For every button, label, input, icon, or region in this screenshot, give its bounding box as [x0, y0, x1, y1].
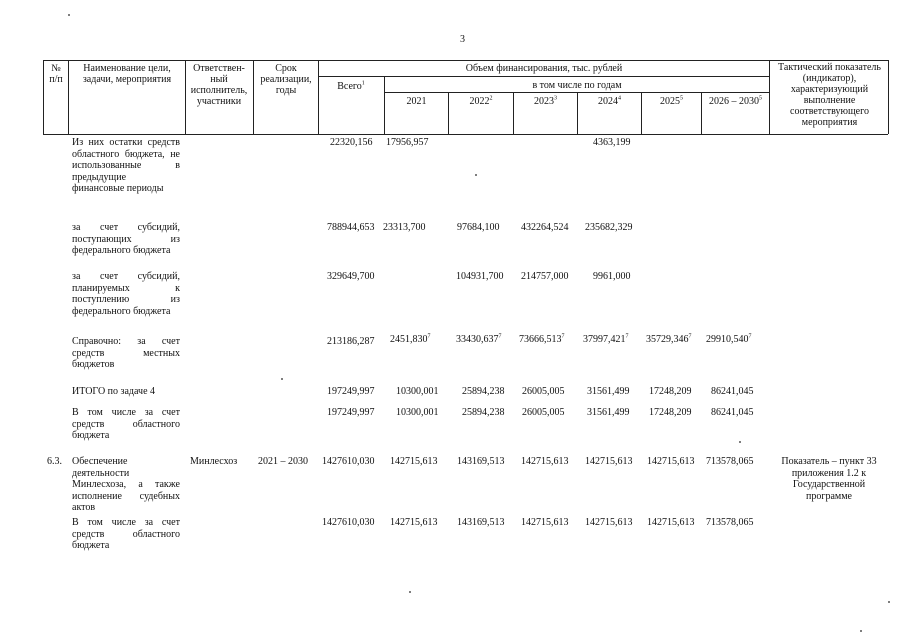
row-responsible: Минлесхоз: [190, 456, 238, 467]
scan-speck: [281, 378, 283, 380]
header-year: 2023$^3$: [534, 95, 557, 107]
header-num: № п/п: [49, 63, 63, 85]
row-2021: 2451,830$^7$: [390, 333, 431, 345]
row-2024: 142715,613: [585, 456, 633, 467]
row-2024: 142715,613: [585, 517, 633, 528]
row-2024: 9961,000: [593, 271, 631, 282]
header-indicator: Тактический показатель (индикатор), характеризующий выполнение соответствующего мероприятия: [778, 62, 881, 128]
scan-speck: [475, 174, 477, 176]
row-total: 197249,997: [327, 386, 375, 397]
row-2021: 23313,700: [383, 222, 426, 233]
header-by-years: в том числе по годам: [532, 80, 622, 91]
header-year: 2026 – 2030$^5$: [709, 95, 762, 107]
row-2026-2030: 86241,045: [711, 386, 754, 397]
row-2025: 142715,613: [647, 517, 695, 528]
row-2024: 4363,199: [593, 137, 631, 148]
scan-speck: [888, 601, 890, 603]
header-border: [253, 60, 254, 134]
row-2025: 17248,209: [649, 386, 692, 397]
row-2024: 37997,421$^7$: [583, 333, 629, 345]
header-top-border: [43, 60, 888, 61]
row-2024: 31561,499: [587, 407, 630, 418]
row-total: 1427610,030: [322, 456, 375, 467]
row-term: 2021 – 2030: [258, 456, 308, 467]
header-year: 2022$^2$: [469, 95, 493, 107]
row-name: за счет субсидий, планируемых к поступлению из федерального бюджета: [72, 271, 180, 317]
row-total: 22320,156: [330, 137, 373, 148]
row-name: Обеспечение деятельности Минлесхоза, а также исполнение судебных актов: [72, 456, 180, 513]
row-total: 213186,287: [327, 336, 375, 347]
row-total: 1427610,030: [322, 517, 375, 528]
header-year: 2025$^5$: [660, 95, 683, 107]
header-year: 2021: [406, 96, 427, 107]
row-2021: 142715,613: [390, 517, 438, 528]
row-2023: 142715,613: [521, 517, 569, 528]
row-name: Из них остатки средств областного бюджета, не использованные в предыдущие финансовые периоды: [72, 137, 180, 194]
header-responsible: Ответствен-ный исполнитель, участники: [190, 63, 248, 107]
header-bottom-border: [43, 134, 888, 135]
page-number: 3: [460, 34, 465, 45]
row-total: 329649,700: [327, 271, 375, 282]
row-2026-2030: 713578,065: [706, 456, 754, 467]
row-total: 197249,997: [327, 407, 375, 418]
scan-speck: [860, 630, 862, 632]
row-total: 788944,653: [327, 222, 375, 233]
header-border: [318, 76, 769, 77]
row-2022: 97684,100: [457, 222, 500, 233]
row-2022: 25894,238: [462, 407, 505, 418]
row-2022: 104931,700: [456, 271, 504, 282]
header-border: [888, 60, 889, 134]
row-name: ИТОГО по задаче 4: [72, 386, 156, 397]
row-name: В том числе за счет средств областного бюджета: [72, 517, 180, 551]
row-2023: 142715,613: [521, 456, 569, 467]
row-2025: 142715,613: [647, 456, 695, 467]
row-2022: 143169,513: [457, 517, 505, 528]
scan-speck: [409, 591, 411, 593]
row-2022: 25894,238: [462, 386, 505, 397]
row-name: В том числе за счет средств областного бюджета: [72, 407, 180, 441]
row-2021: 10300,001: [396, 407, 439, 418]
row-2024: 235682,329: [585, 222, 633, 233]
header-border: [68, 60, 69, 134]
row-2021: 10300,001: [396, 386, 439, 397]
row-2025: 17248,209: [649, 407, 692, 418]
row-number: 6.3.: [47, 456, 62, 467]
header-total: Всего$^1$: [337, 80, 365, 92]
header-year: 2024$^4$: [598, 95, 621, 107]
row-2026-2030: 86241,045: [711, 407, 754, 418]
row-2023: 214757,000: [521, 271, 569, 282]
row-2023: 26005,005: [522, 386, 565, 397]
row-2023: 432264,524: [521, 222, 569, 233]
header-term: Срок реализации, годы: [260, 63, 312, 96]
row-2023: 26005,005: [522, 407, 565, 418]
scan-speck: [68, 14, 70, 16]
header-name: Наименование цели, задачи, мероприятия: [82, 63, 172, 85]
row-2021: 142715,613: [390, 456, 438, 467]
row-2022: 33430,637$^7$: [456, 333, 502, 345]
row-2021: 17956,957: [386, 137, 429, 148]
scan-speck: [739, 441, 741, 443]
header-border: [769, 60, 770, 134]
row-indicator: Показатель – пункт 33 приложения 1.2 к Государственной программе: [781, 456, 877, 502]
row-2026-2030: 713578,065: [706, 517, 754, 528]
header-border: [185, 60, 186, 134]
row-2022: 143169,513: [457, 456, 505, 467]
header-funding: Объем финансирования, тыс. рублей: [465, 63, 623, 74]
row-2024: 31561,499: [587, 386, 630, 397]
row-2025: 35729,346$^7$: [646, 333, 692, 345]
row-name: Справочно: за счет средств местных бюджетов: [72, 336, 180, 370]
row-2026-2030: 29910,540$^7$: [706, 333, 752, 345]
table-header: [43, 60, 888, 134]
row-name: за счет субсидий, поступающих из федерального бюджета: [72, 222, 180, 256]
row-2023: 73666,513$^7$: [519, 333, 565, 345]
